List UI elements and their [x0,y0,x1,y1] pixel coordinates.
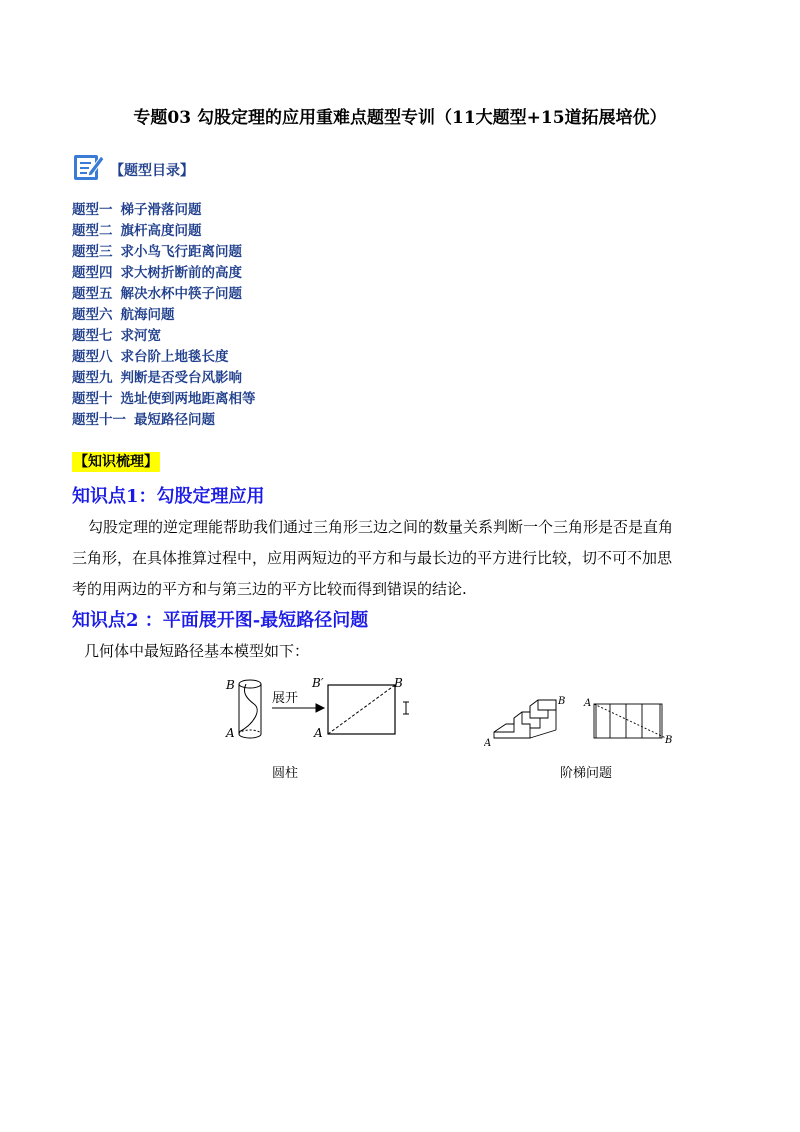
cylinder-label-b: B [226,678,235,692]
toc-item-text: 选址使到两地距离相等 [120,391,256,407]
knowledge-label: 【知识梳理】 [74,454,158,470]
unfold-label-b: B [394,676,403,690]
point1-line: 勾股定理的逆定理能帮助我们通过三角形三边之间的数量关系判断一个三角形是否是直角 [88,518,674,536]
toc-item[interactable] [72,410,256,431]
toc-item-number: 题型三 [72,244,113,260]
stairs-label-a: A [484,738,492,749]
toc-item[interactable] [72,347,256,368]
toc-item-text: 旗杆高度问题 [120,223,202,239]
strip-label-b: B [665,735,673,746]
toc-item[interactable] [72,284,256,305]
toc-item-text: 求台阶上地毯长度 [120,349,229,365]
toc-item-number: 题型五 [72,286,113,302]
toc-header [72,150,194,182]
toc-item-number: 题型八 [72,349,113,365]
point1-line: 考的用两边的平方和与第三边的平方比较而得到错误的结论. [72,580,467,598]
cylinder-caption: 圆柱 [272,766,299,781]
toc-list [72,200,256,431]
toc-item[interactable] [72,221,256,242]
point2-heading: 知识点2 ：平面展开图-最短路径问题 [72,610,369,631]
toc-item-text: 求小鸟飞行距离问题 [120,244,242,260]
toc-item-number: 题型一 [72,202,113,218]
page-title: 专题03 勾股定理的应用重难点题型专训（11大题型+15道拓展培优） [133,108,667,128]
toc-item-text: 梯子滑落问题 [120,202,202,218]
toc-item-number: 题型二 [72,223,113,239]
cylinder-figure [220,670,420,750]
edit-note-icon [72,150,106,182]
stairs-caption: 阶梯问题 [560,766,613,781]
toc-item[interactable] [72,326,256,347]
toc-item-number: 题型四 [72,265,113,281]
toc-item[interactable] [72,368,256,389]
toc-item-number: 题型六 [72,307,113,323]
toc-item-text: 判断是否受台风影响 [120,370,242,386]
toc-item[interactable] [72,305,256,326]
stairs-strip [594,704,670,740]
unfold-arrow-text: 展开 [272,691,299,706]
point1-paragraph [72,512,732,605]
stairs-shape [494,700,556,738]
toc-item-number: 题型十 [72,391,113,407]
point2-intro: 几何体中最短路径基本模型如下： [84,642,310,660]
toc-item-number: 题型九 [72,370,113,386]
toc-item-text: 求大树折断前的高度 [120,265,242,281]
toc-item-text: 求河宽 [120,328,161,344]
unfolded-rectangle [328,685,395,734]
toc-item-text: 航海问题 [120,307,175,323]
toc-item-text: 解决水杯中筷子问题 [120,286,242,302]
toc-item-number: 题型七 [72,328,113,344]
unfold-label-a: A [314,726,323,740]
toc-item-number: 题型十一 [72,412,126,428]
toc-item[interactable] [72,242,256,263]
toc-item[interactable] [72,200,256,221]
toc-header-label: 【题型目录】 [110,163,194,179]
stairs-figure [484,690,684,750]
cylinder-shape [239,680,261,738]
unfold-label-b-prime: B′ [312,676,324,690]
stairs-label-b: B [558,696,566,707]
toc-item[interactable] [72,263,256,284]
toc-item-text: 最短路径问题 [134,412,215,428]
point1-line: 三角形，在具体推算过程中，应用两短边的平方和与最长边的平方进行比较，切不可不加思 [72,549,673,567]
toc-item[interactable] [72,389,256,410]
point1-heading: 知识点1：勾股定理应用 [72,486,265,507]
cylinder-label-a: A [226,726,235,740]
strip-label-a: A [584,698,592,709]
